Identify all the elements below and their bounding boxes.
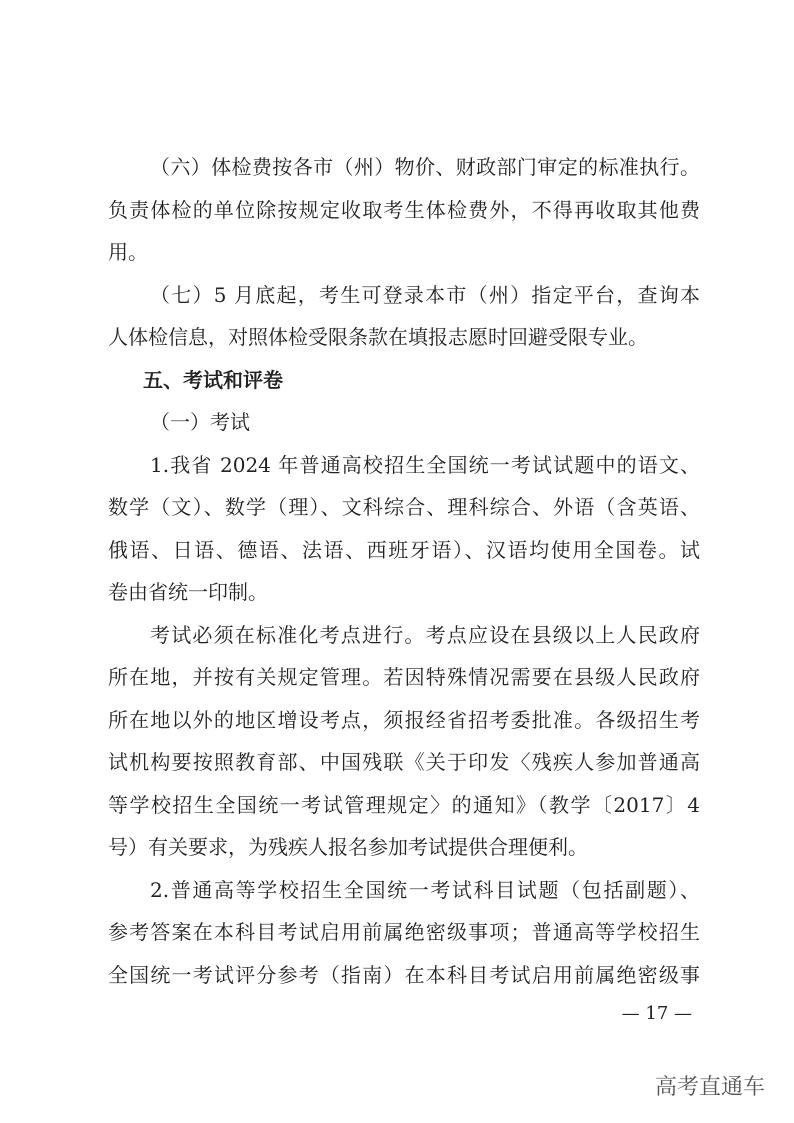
- paragraph-line: 俄语、日语、德语、法语、西班牙语）、汉语均使用全国卷。试: [108, 538, 700, 562]
- paragraph-line: 2.普通高等学校招生全国统一考试科目试题（包括副题）、: [150, 878, 700, 902]
- paragraph-line: 所在地，并按有关规定管理。若因特殊情况需要在县级人民政府: [108, 665, 700, 689]
- section-heading: 五、考试和评卷: [143, 368, 283, 392]
- paragraph-line: 人体检信息，对照体检受限条款在填报志愿时回避受限专业。: [108, 325, 648, 349]
- paragraph-line: 卷由省统一印制。: [108, 580, 268, 604]
- paragraph-line: 参考答案在本科目考试启用前属绝密级事项；普通高等学校招生: [108, 920, 700, 944]
- page-number: — 17 —: [621, 1003, 692, 1024]
- paragraph-line: 全国统一考试评分参考（指南）在本科目考试启用前属绝密级事: [108, 963, 700, 987]
- paragraph-line: 所在地以外的地区增设考点，须报经省招考委批准。各级招生考: [108, 708, 700, 732]
- paragraph-line: 用。: [108, 240, 148, 264]
- subsection-heading: （一）考试: [150, 410, 250, 434]
- paragraph-line: 试机构要按照教育部、中国残联《关于印发〈残疾人参加普通高: [108, 750, 700, 774]
- paragraph-line: 考试必须在标准化考点进行。考点应设在县级以上人民政府: [150, 623, 700, 647]
- paragraph-line: （七）5 月底起，考生可登录本市（州）指定平台，查询本: [150, 283, 700, 307]
- paragraph-line: （六）体检费按各市（州）物价、财政部门审定的标准执行。: [150, 155, 700, 179]
- paragraph-line: 号）有关要求，为残疾人报名参加考试提供合理便利。: [108, 835, 588, 859]
- paragraph-line: 等学校招生全国统一考试管理规定〉的通知》（教学〔2017〕4: [108, 793, 700, 817]
- watermark: 高考直通车: [655, 1075, 766, 1100]
- paragraph-line: 数学（文）、数学（理）、文科综合、理科综合、外语（含英语、: [108, 495, 700, 519]
- paragraph-line: 1.我省 2024 年普通高校招生全国统一考试试题中的语文、: [150, 453, 700, 477]
- paragraph-line: 负责体检的单位除按规定收取考生体检费外，不得再收取其他费: [108, 198, 700, 222]
